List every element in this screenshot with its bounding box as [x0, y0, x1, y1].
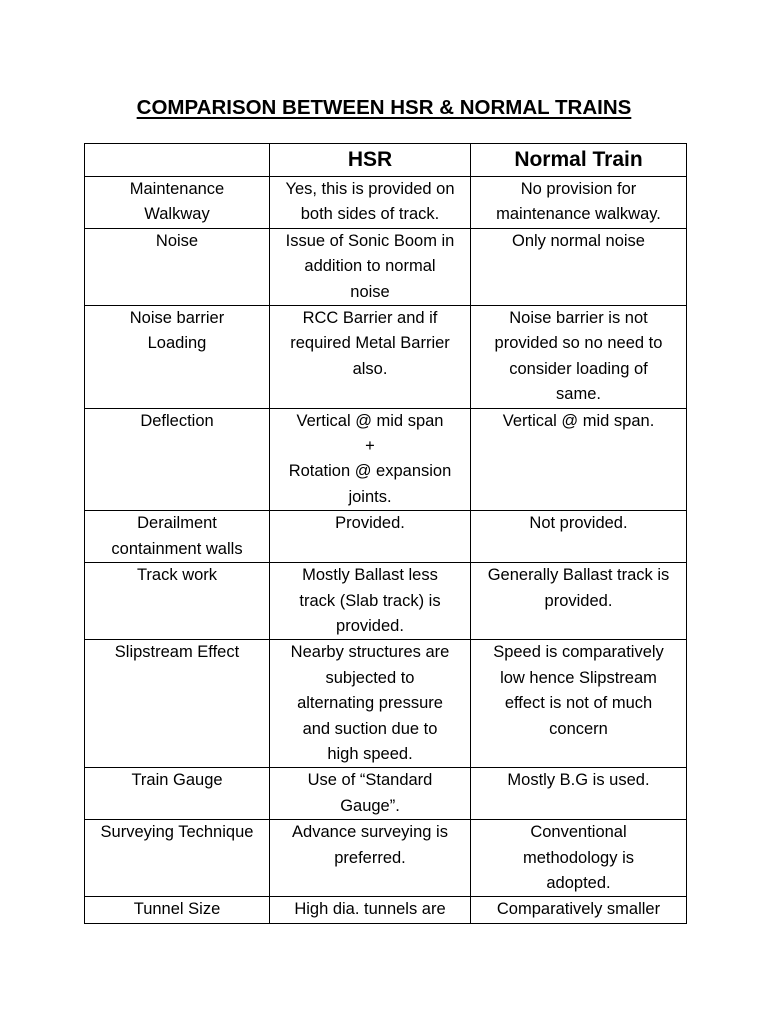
param-text: Tunnel Size — [133, 900, 221, 919]
table-row — [85, 228, 687, 305]
hsr-cell — [270, 640, 471, 768]
normal-cell — [471, 177, 687, 229]
hsr-text: RCC Barrier and if required Metal Barrier also. — [290, 309, 450, 378]
table-row — [85, 177, 687, 229]
normal-text: Mostly B.G is used. — [507, 771, 650, 790]
normal-cell — [471, 768, 687, 820]
table-row — [85, 820, 687, 897]
hsr-cell — [270, 228, 471, 305]
table-row — [85, 306, 687, 409]
param-cell — [85, 228, 270, 305]
normal-cell — [471, 563, 687, 640]
hsr-cell — [270, 177, 471, 229]
table-row — [85, 897, 687, 923]
hsr-cell — [270, 408, 471, 511]
normal-text: Comparatively smaller — [496, 900, 661, 919]
hsr-text: High dia. tunnels are — [294, 900, 446, 919]
param-text: Maintenance Walkway — [129, 180, 225, 224]
header-cell-hsr: HSR — [270, 144, 471, 177]
comparison-table — [84, 143, 687, 924]
param-text: Track work — [136, 566, 218, 585]
normal-cell — [471, 640, 687, 768]
param-cell — [85, 408, 270, 511]
table-row — [85, 408, 687, 511]
param-text: Train Gauge — [131, 771, 223, 790]
normal-text: Only normal noise — [512, 231, 645, 250]
normal-cell — [471, 228, 687, 305]
param-cell — [85, 306, 270, 409]
normal-text: Generally Ballast track is provided. — [487, 566, 670, 610]
table-row — [85, 768, 687, 820]
hsr-text: Vertical @ mid span + Rotation @ expansion joints. — [288, 411, 452, 506]
header-row — [85, 144, 687, 177]
normal-text: Noise barrier is not provided so no need to consider loading of same. — [494, 309, 663, 404]
hsr-text: Use of “Standard Gauge”. — [307, 771, 433, 815]
hsr-cell — [270, 306, 471, 409]
hsr-text: Yes, this is provided on both sides of track. — [285, 180, 455, 224]
normal-text: Conventional methodology is adopted. — [523, 823, 634, 892]
param-cell — [85, 177, 270, 229]
hsr-text: Nearby structures are subjected to alternating pressure and suction due to high speed. — [290, 643, 450, 763]
header-cell-parameter — [85, 144, 270, 177]
param-text: Slipstream Effect — [114, 643, 240, 662]
param-cell — [85, 820, 270, 897]
hsr-cell — [270, 768, 471, 820]
hsr-text: Mostly Ballast less track (Slab track) is provided. — [299, 566, 441, 635]
normal-cell — [471, 408, 687, 511]
param-text: Deflection — [140, 411, 214, 430]
param-cell — [85, 640, 270, 768]
hsr-cell — [270, 511, 471, 563]
hsr-text: Provided. — [335, 514, 405, 533]
param-cell — [85, 897, 270, 923]
hsr-text: Issue of Sonic Boom in addition to normal noise — [285, 231, 455, 301]
param-cell — [85, 768, 270, 820]
normal-text: Vertical @ mid span. — [502, 411, 655, 430]
page-title — [0, 94, 768, 122]
normal-cell — [471, 897, 687, 923]
normal-cell — [471, 820, 687, 897]
hsr-text: Advance surveying is preferred. — [292, 823, 448, 867]
normal-text: Speed is comparatively low hence Slipstream effect is not of much concern — [493, 643, 664, 738]
param-text: Noise barrier Loading — [129, 309, 225, 353]
param-text: Noise — [155, 231, 199, 250]
param-text: Surveying Technique — [100, 823, 254, 842]
param-text: Derailment containment walls — [111, 514, 243, 558]
table-row — [85, 511, 687, 563]
normal-text: Not provided. — [529, 514, 628, 533]
hsr-cell — [270, 820, 471, 897]
table-row — [85, 640, 687, 768]
header-cell-normal-train: Normal Train — [471, 144, 687, 177]
normal-cell — [471, 306, 687, 409]
param-cell — [85, 563, 270, 640]
title-text: COMPARISON BETWEEN HSR & NORMAL TRAINS — [136, 96, 632, 119]
hsr-cell — [270, 563, 471, 640]
table-row — [85, 563, 687, 640]
normal-cell — [471, 511, 687, 563]
normal-text: No provision for maintenance walkway. — [496, 180, 661, 224]
hsr-cell — [270, 897, 471, 923]
param-cell — [85, 511, 270, 563]
